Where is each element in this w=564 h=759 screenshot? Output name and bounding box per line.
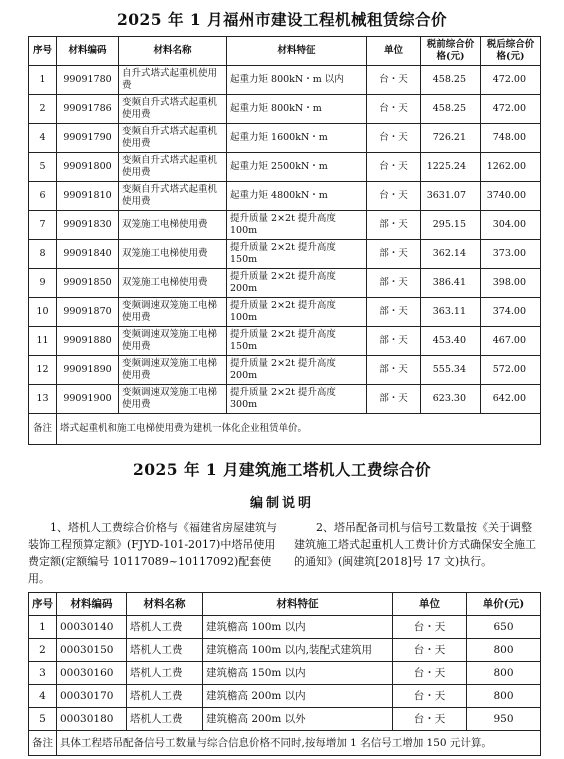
column-header: 材料名称 xyxy=(119,37,227,66)
table-row xyxy=(29,616,541,639)
table-row xyxy=(29,356,541,385)
table-cell: 12 xyxy=(29,356,57,385)
table-cell: 304.00 xyxy=(481,211,541,240)
table-row xyxy=(29,708,541,731)
note-text: 塔式起重机和施工电梯使用费为建机一体化企业租赁单价。 xyxy=(57,414,541,445)
table-cell: 起重力矩 2500kN・m xyxy=(227,153,367,182)
table-cell: 800 xyxy=(467,662,541,685)
column-header: 材料名称 xyxy=(127,593,203,616)
table-cell: 塔机人工费 xyxy=(127,639,203,662)
table-cell: 650 xyxy=(467,616,541,639)
note-text: 具体工程塔吊配备信号工数量与综合信息价格不同时,按每增加 1 名信号工增加 150 元计算。 xyxy=(57,731,541,756)
column-header: 材料编码 xyxy=(57,593,127,616)
table-cell: 塔机人工费 xyxy=(127,616,203,639)
table-cell: 99091780 xyxy=(57,66,119,95)
column-header: 材料特征 xyxy=(227,37,367,66)
table-cell: 13 xyxy=(29,385,57,414)
column-header: 税前综合价格(元) xyxy=(421,37,481,66)
table-cell: 453.40 xyxy=(421,327,481,356)
table-cell: 99091900 xyxy=(57,385,119,414)
table-cell: 950 xyxy=(467,708,541,731)
table-cell: 变频自升式塔式起重机使用费 xyxy=(119,153,227,182)
table-cell: 塔机人工费 xyxy=(127,708,203,731)
table-cell: 3631.07 xyxy=(421,182,481,211)
column-header: 税后综合价格(元) xyxy=(481,37,541,66)
table-cell: 台・天 xyxy=(393,639,467,662)
table-cell: 363.11 xyxy=(421,298,481,327)
table-cell: 塔机人工费 xyxy=(127,662,203,685)
table-cell: 800 xyxy=(467,685,541,708)
table-cell: 部・天 xyxy=(367,240,421,269)
table-cell: 4 xyxy=(29,685,57,708)
table-cell: 398.00 xyxy=(481,269,541,298)
table-cell: 00030140 xyxy=(57,616,127,639)
table-cell: 472.00 xyxy=(481,66,541,95)
table-cell: 提升质量 2×2t 提升高度 100m xyxy=(227,211,367,240)
table-cell: 2 xyxy=(29,95,57,124)
table-cell: 458.25 xyxy=(421,66,481,95)
note-label: 备注 xyxy=(29,731,57,756)
table-cell: 99091880 xyxy=(57,327,119,356)
table-cell: 台・天 xyxy=(367,182,421,211)
table-cell: 4 xyxy=(29,124,57,153)
table-cell: 00030170 xyxy=(57,685,127,708)
table-cell: 起重力矩 800kN・m 以内 xyxy=(227,66,367,95)
table-cell: 5 xyxy=(29,708,57,731)
table-row xyxy=(29,153,541,182)
column-header: 序号 xyxy=(29,37,57,66)
table-cell: 建筑檐高 150m 以内 xyxy=(203,662,393,685)
table-row xyxy=(29,240,541,269)
table-cell: 00030180 xyxy=(57,708,127,731)
table-cell: 部・天 xyxy=(367,385,421,414)
table-cell: 起重力矩 4800kN・m xyxy=(227,182,367,211)
table-cell: 6 xyxy=(29,182,57,211)
table-cell: 8 xyxy=(29,240,57,269)
table-cell: 部・天 xyxy=(367,356,421,385)
table-row xyxy=(29,182,541,211)
table-cell: 起重力矩 1600kN・m xyxy=(227,124,367,153)
table-cell: 1 xyxy=(29,66,57,95)
table-cell: 提升质量 2×2t 提升高度 100m xyxy=(227,298,367,327)
table-row xyxy=(29,298,541,327)
table-cell: 726.21 xyxy=(421,124,481,153)
table-cell: 99091830 xyxy=(57,211,119,240)
table-cell: 00030150 xyxy=(57,639,127,662)
table-cell: 99091800 xyxy=(57,153,119,182)
note-label: 备注 xyxy=(29,414,57,445)
table-cell: 458.25 xyxy=(421,95,481,124)
table-cell: 台・天 xyxy=(367,153,421,182)
table-cell: 1262.00 xyxy=(481,153,541,182)
table-cell: 7 xyxy=(29,211,57,240)
table-cell: 提升质量 2×2t 提升高度 150m xyxy=(227,240,367,269)
table-cell: 提升质量 2×2t 提升高度 200m xyxy=(227,269,367,298)
table-row xyxy=(29,95,541,124)
tower-crane-labor-price-table xyxy=(28,592,541,756)
table-cell: 10 xyxy=(29,298,57,327)
table-cell: 提升质量 2×2t 提升高度 200m xyxy=(227,356,367,385)
table-cell: 386.41 xyxy=(421,269,481,298)
table-cell: 提升质量 2×2t 提升高度 300m xyxy=(227,385,367,414)
table-row xyxy=(29,662,541,685)
table-cell: 295.15 xyxy=(421,211,481,240)
table-cell: 472.00 xyxy=(481,95,541,124)
note-row xyxy=(29,731,541,756)
table-cell: 3 xyxy=(29,662,57,685)
table-row xyxy=(29,124,541,153)
machinery-rental-price-table xyxy=(28,36,541,445)
column-header: 材料特征 xyxy=(203,593,393,616)
table-cell: 748.00 xyxy=(481,124,541,153)
column-header: 材料编码 xyxy=(57,37,119,66)
table-row xyxy=(29,327,541,356)
table-cell: 自升式塔式起重机使用费 xyxy=(119,66,227,95)
table-cell: 提升质量 2×2t 提升高度 150m xyxy=(227,327,367,356)
table-cell: 467.00 xyxy=(481,327,541,356)
compilation-note-1: 1、塔机人工费综合价格与《福建省房屋建筑与装饰工程预算定额》(FJYD-101-2017)中塔吊使用费定额(定额编号 10117089~10117092)配套使用。 xyxy=(28,521,277,585)
table-cell: 变频自升式塔式起重机使用费 xyxy=(119,124,227,153)
table-cell: 部・天 xyxy=(367,327,421,356)
table-cell: 373.00 xyxy=(481,240,541,269)
table-cell: 642.00 xyxy=(481,385,541,414)
compilation-notes-heading: 编制说明 xyxy=(249,496,314,511)
table-cell: 572.00 xyxy=(481,356,541,385)
table-cell: 部・天 xyxy=(367,269,421,298)
table-cell: 1225.24 xyxy=(421,153,481,182)
table-cell: 台・天 xyxy=(393,616,467,639)
table-cell: 变频调速双笼施工电梯使用费 xyxy=(119,327,227,356)
table-cell: 99091840 xyxy=(57,240,119,269)
table2-header-row xyxy=(29,593,541,616)
column-header: 单位 xyxy=(393,593,467,616)
table-cell: 建筑檐高 100m 以内 xyxy=(203,616,393,639)
table-cell: 变频调速双笼施工电梯使用费 xyxy=(119,356,227,385)
table-cell: 99091850 xyxy=(57,269,119,298)
table-cell: 555.34 xyxy=(421,356,481,385)
table-cell: 变频调速双笼施工电梯使用费 xyxy=(119,385,227,414)
table-cell: 99091786 xyxy=(57,95,119,124)
table-cell: 1 xyxy=(29,616,57,639)
table-cell: 起重力矩 800kN・m xyxy=(227,95,367,124)
column-header: 序号 xyxy=(29,593,57,616)
table-cell: 塔机人工费 xyxy=(127,685,203,708)
table-cell: 部・天 xyxy=(367,211,421,240)
table-cell: 00030160 xyxy=(57,662,127,685)
table-cell: 623.30 xyxy=(421,385,481,414)
table-cell: 建筑檐高 200m 以外 xyxy=(203,708,393,731)
table-row xyxy=(29,385,541,414)
table-cell: 台・天 xyxy=(367,124,421,153)
table2-title: 2025 年 1 月建筑施工塔机人工费综合价 xyxy=(132,460,432,479)
table-cell: 建筑檐高 200m 以内 xyxy=(203,685,393,708)
table1-header-row xyxy=(29,37,541,66)
table-cell: 3740.00 xyxy=(481,182,541,211)
table-cell: 双笼施工电梯使用费 xyxy=(119,269,227,298)
table-cell: 双笼施工电梯使用费 xyxy=(119,240,227,269)
table-row xyxy=(29,685,541,708)
table-cell: 800 xyxy=(467,639,541,662)
table-row xyxy=(29,639,541,662)
table-cell: 99091790 xyxy=(57,124,119,153)
table-cell: 建筑檐高 100m 以内,装配式建筑用 xyxy=(203,639,393,662)
table-cell: 2 xyxy=(29,639,57,662)
note-row xyxy=(29,414,541,445)
table-row xyxy=(29,269,541,298)
table-cell: 台・天 xyxy=(393,708,467,731)
table-cell: 双笼施工电梯使用费 xyxy=(119,211,227,240)
table-cell: 99091810 xyxy=(57,182,119,211)
table-cell: 11 xyxy=(29,327,57,356)
table-cell: 台・天 xyxy=(367,66,421,95)
table-cell: 台・天 xyxy=(393,662,467,685)
table-row xyxy=(29,66,541,95)
table-cell: 变频调速双笼施工电梯使用费 xyxy=(119,298,227,327)
table-row xyxy=(29,211,541,240)
table-cell: 374.00 xyxy=(481,298,541,327)
table-cell: 台・天 xyxy=(367,95,421,124)
table-cell: 变频自升式塔式起重机使用费 xyxy=(119,95,227,124)
table-cell: 部・天 xyxy=(367,298,421,327)
compilation-note-2: 2、塔吊配备司机与信号工数量按《关于调整建筑施工塔式起重机人工费计价方式确保安全施工的通知》(闽建筑[2018]号 17 文)执行。 xyxy=(294,521,536,568)
column-header: 单价(元) xyxy=(467,593,541,616)
table-cell: 5 xyxy=(29,153,57,182)
table-cell: 99091870 xyxy=(57,298,119,327)
column-header: 单位 xyxy=(367,37,421,66)
table-cell: 99091890 xyxy=(57,356,119,385)
table-cell: 9 xyxy=(29,269,57,298)
table1-title: 2025 年 1 月福州市建设工程机械租赁综合价 xyxy=(116,10,448,29)
table-cell: 362.14 xyxy=(421,240,481,269)
table-cell: 台・天 xyxy=(393,685,467,708)
table-cell: 变频自升式塔式起重机使用费 xyxy=(119,182,227,211)
